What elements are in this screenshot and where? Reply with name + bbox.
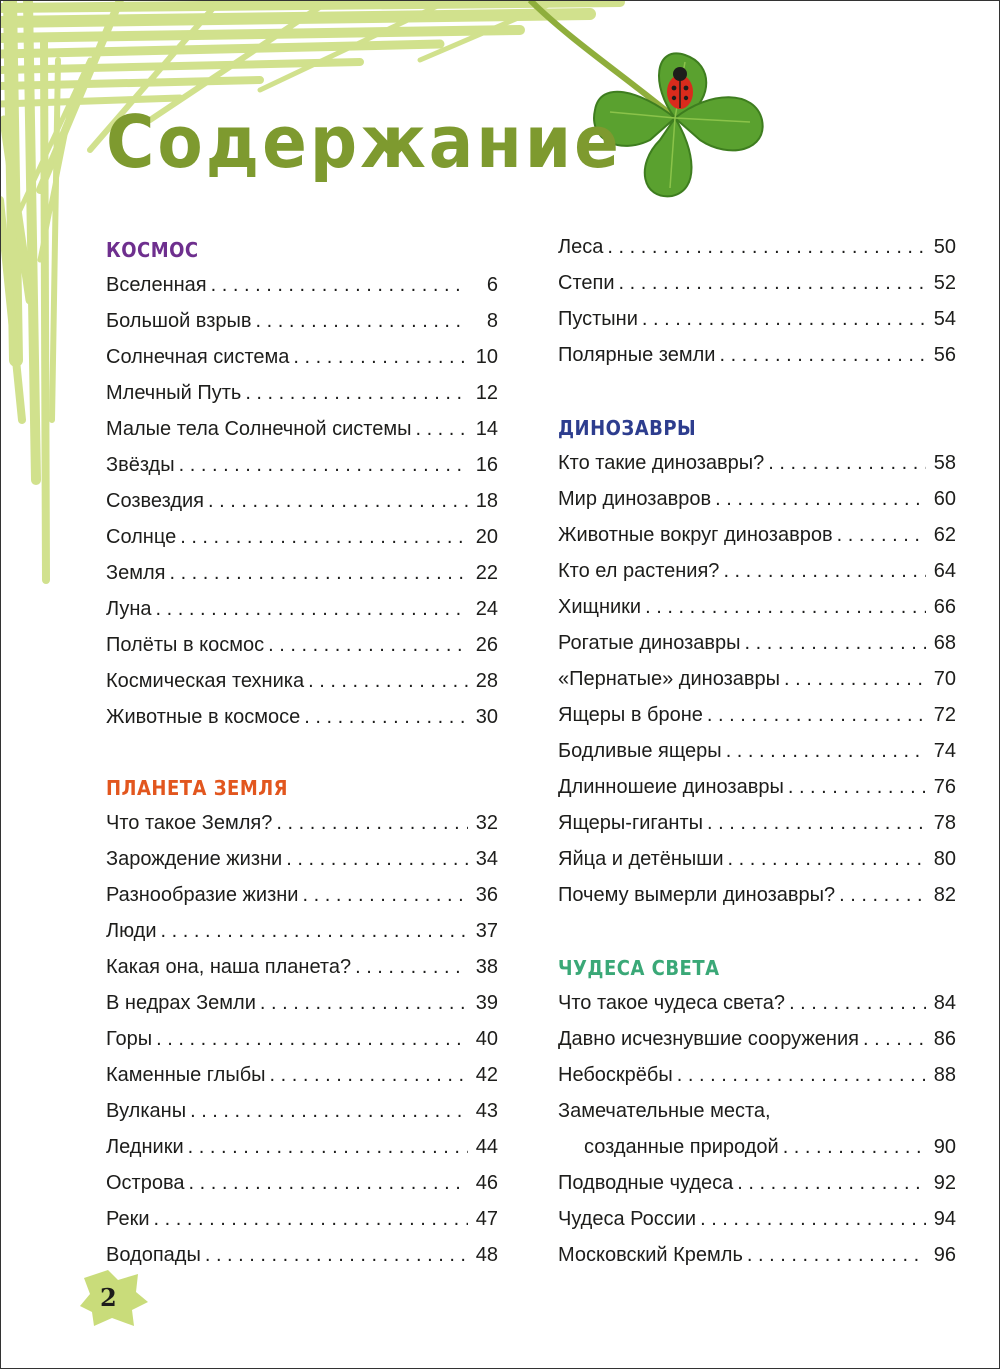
dot-leader (707, 697, 926, 733)
dot-leader (863, 1021, 926, 1057)
entry-title: Полёты в космос (106, 634, 265, 656)
entry-title: Водопады (106, 1244, 201, 1266)
entry-title: Каменные глыбы (106, 1064, 266, 1086)
entry-page: 48 (475, 1244, 498, 1266)
entry-title: Рогатые динозавры (558, 632, 741, 654)
toc-entry[interactable] (558, 553, 956, 589)
toc-entry[interactable] (106, 303, 498, 339)
toc-entry[interactable] (558, 661, 956, 697)
entry-title: Зарождение жизни (106, 848, 283, 870)
dot-leader (723, 553, 926, 589)
dot-leader (837, 517, 926, 553)
dot-leader (745, 625, 926, 661)
toc-entry[interactable] (558, 1237, 956, 1273)
entry-page: 14 (475, 418, 498, 440)
entry-page: 84 (933, 992, 956, 1014)
dot-leader (642, 301, 926, 337)
toc-entry[interactable] (106, 949, 498, 985)
section-heading-zemlya: ПЛАНЕТА ЗЕМЛЯ (106, 776, 289, 800)
entry-title: Чудеса России (558, 1208, 697, 1230)
toc-entry[interactable] (106, 375, 498, 411)
toc-entry[interactable] (106, 1165, 498, 1201)
toc-entry[interactable] (106, 483, 498, 519)
entry-page: 68 (933, 632, 956, 654)
dot-leader (154, 1201, 468, 1237)
toc-entry[interactable] (558, 1057, 956, 1093)
entry-title: Что такое чудеса света? (558, 992, 786, 1014)
entry-page: 24 (475, 598, 498, 620)
entry-title: Почему вымерли динозавры? (558, 884, 836, 906)
entry-title: Давно исчезнувшие сооружения (558, 1028, 859, 1050)
toc-entry[interactable] (558, 301, 956, 337)
toc-entry[interactable] (558, 769, 956, 805)
entry-title: Бодливые ящеры (558, 740, 722, 762)
toc-entry[interactable] (106, 411, 498, 447)
section-heading-kosmos: КОСМОС (106, 238, 199, 262)
entry-title: Большой взрыв (106, 310, 252, 332)
entry-title: Горы (106, 1028, 153, 1050)
toc-entry[interactable] (106, 805, 498, 841)
toc-entry[interactable] (106, 627, 498, 663)
entry-title: Ящеры-гиганты (558, 812, 703, 834)
entry-page: 28 (475, 670, 498, 692)
dot-leader (304, 699, 468, 735)
entry-title: Разнообразие жизни (106, 884, 299, 906)
entry-title: Кто такие динозавры? (558, 452, 765, 474)
dot-leader (211, 267, 468, 303)
dot-leader (726, 733, 926, 769)
entry-title: Луна (106, 598, 152, 620)
entry-page: 12 (475, 382, 498, 404)
dot-leader (302, 877, 468, 913)
entry-title: В недрах Земли (106, 992, 256, 1014)
toc-entry[interactable] (106, 1129, 498, 1165)
toc-entry[interactable] (558, 517, 956, 553)
entry-title: Что такое Земля? (106, 812, 273, 834)
entry-page: 66 (933, 596, 956, 618)
toc-entry[interactable] (558, 1201, 956, 1237)
entry-title: Пустыни (558, 308, 638, 330)
toc-entry[interactable] (106, 519, 498, 555)
dot-leader (788, 769, 926, 805)
entry-page: 39 (475, 992, 498, 1014)
toc-entry[interactable] (558, 481, 956, 517)
dot-leader (839, 877, 926, 913)
dot-leader (276, 805, 468, 841)
dot-leader (260, 985, 468, 1021)
dot-leader (784, 661, 926, 697)
entry-title: Мир динозавров (558, 488, 712, 510)
entry-title: Подводные чудеса (558, 1172, 734, 1194)
entry-title: созданные природой (584, 1136, 779, 1158)
entry-title: Космическая техника (106, 670, 305, 692)
entry-page: 36 (475, 884, 498, 906)
toc-entry[interactable] (106, 663, 498, 699)
dot-leader (768, 445, 926, 481)
dot-leader (707, 805, 926, 841)
toc-entry[interactable] (106, 339, 498, 375)
toc-entry[interactable] (106, 913, 498, 949)
toc-entry[interactable] (106, 1021, 498, 1057)
entry-page: 22 (475, 562, 498, 584)
toc-entry[interactable] (558, 733, 956, 769)
entry-page: 74 (933, 740, 956, 762)
entry-page: 26 (475, 634, 498, 656)
entry-page: 96 (933, 1244, 956, 1266)
entry-page: 86 (933, 1028, 956, 1050)
toc-entry[interactable] (106, 1201, 498, 1237)
dot-leader (189, 1165, 469, 1201)
entry-page: 43 (475, 1100, 498, 1122)
dot-leader (619, 265, 926, 301)
dot-leader (293, 339, 468, 375)
entry-page: 80 (933, 848, 956, 870)
dot-leader (715, 481, 926, 517)
toc-entry[interactable] (584, 1129, 956, 1165)
entry-title: Ящеры в броне (558, 704, 703, 726)
dot-leader (737, 1165, 926, 1201)
entry-title: Степи (558, 272, 615, 294)
entry-page: 52 (933, 272, 956, 294)
toc-entry[interactable] (558, 985, 956, 1021)
toc-entry[interactable] (106, 447, 498, 483)
dot-leader (783, 1129, 926, 1165)
toc-entry[interactable] (558, 1021, 956, 1057)
toc-entry[interactable] (558, 229, 956, 265)
dot-leader (355, 949, 468, 985)
entry-title: Животные вокруг динозавров (558, 524, 833, 546)
entry-page: 56 (933, 344, 956, 366)
toc-entry[interactable] (558, 841, 956, 877)
toc-entry[interactable] (558, 1165, 956, 1201)
toc-entry[interactable] (558, 805, 956, 841)
entry-title: Земля (106, 562, 166, 584)
toc-entry[interactable] (106, 841, 498, 877)
dot-leader (188, 1129, 468, 1165)
entry-title: Острова (106, 1172, 185, 1194)
entry-page: 82 (933, 884, 956, 906)
entry-page: 34 (475, 848, 498, 870)
dot-leader (677, 1057, 926, 1093)
entry-page: 88 (933, 1064, 956, 1086)
toc-entry[interactable] (558, 445, 956, 481)
entry-page: 72 (933, 704, 956, 726)
entry-page: 92 (933, 1172, 956, 1194)
dot-leader (719, 337, 926, 373)
entry-title: Животные в космосе (106, 706, 301, 728)
page-number: 2 (100, 1283, 117, 1312)
entry-page: 37 (475, 920, 498, 942)
dot-leader (789, 985, 926, 1021)
entry-title: Звёзды (106, 454, 175, 476)
entry-page: 54 (933, 308, 956, 330)
entry-page: 62 (933, 524, 956, 546)
entry-page: 8 (486, 310, 498, 332)
dot-leader (607, 229, 926, 265)
dot-leader (286, 841, 468, 877)
entry-page: 30 (475, 706, 498, 728)
dot-leader (747, 1237, 926, 1273)
entry-page: 40 (475, 1028, 498, 1050)
entry-title: Яйца и детёныши (558, 848, 724, 870)
entry-title: Московский Кремль (558, 1244, 743, 1266)
entry-page: 78 (933, 812, 956, 834)
entry-title: «Пернатые» динозавры (558, 668, 781, 690)
dot-leader (268, 627, 468, 663)
entry-page: 18 (475, 490, 498, 512)
entry-title: Кто ел растения? (558, 560, 720, 582)
entry-page: 50 (933, 236, 956, 258)
page-title: Содержание (106, 100, 622, 185)
entry-title: Люди (106, 920, 157, 942)
entry-page: 20 (475, 526, 498, 548)
entry-title: Вулканы (106, 1100, 187, 1122)
dot-leader (700, 1201, 926, 1237)
dot-leader (645, 589, 926, 625)
entry-page: 44 (475, 1136, 498, 1158)
entry-title: Ледники (106, 1136, 184, 1158)
entry-page: 90 (933, 1136, 956, 1158)
toc-entry-line1[interactable] (558, 1093, 771, 1129)
entry-page: 10 (475, 346, 498, 368)
dot-leader (156, 1021, 468, 1057)
entry-title: Вселенная (106, 274, 207, 296)
entry-title: Солнечная система (106, 346, 290, 368)
entry-title: Длинношеие динозавры (558, 776, 784, 798)
entry-title: Созвездия (106, 490, 204, 512)
dot-leader (270, 1057, 468, 1093)
dot-leader (256, 303, 469, 339)
entry-title: Леса (558, 236, 604, 258)
entry-page: 6 (486, 274, 498, 296)
entry-page: 64 (933, 560, 956, 582)
dot-leader (190, 1093, 468, 1129)
entry-page: 47 (475, 1208, 498, 1230)
entry-page: 70 (933, 668, 956, 690)
toc-entry[interactable] (106, 1057, 498, 1093)
toc-entry[interactable] (106, 877, 498, 913)
section-heading-wonders: ЧУДЕСА СВЕТА (558, 956, 720, 980)
entry-title: Полярные земли (558, 344, 716, 366)
entry-page: 76 (933, 776, 956, 798)
toc-entry[interactable] (558, 697, 956, 733)
dot-leader (308, 663, 468, 699)
entry-page: 16 (475, 454, 498, 476)
dot-leader (728, 841, 926, 877)
entry-title: Хищники (558, 596, 642, 618)
toc-entry[interactable] (558, 589, 956, 625)
entry-page: 94 (933, 1208, 956, 1230)
dot-leader (156, 591, 468, 627)
toc-entry[interactable] (558, 877, 956, 913)
entry-title: Малые тела Солнечной системы (106, 418, 412, 440)
entry-title: Замечательные места, (558, 1100, 771, 1122)
dot-leader (415, 411, 468, 447)
toc-entry[interactable] (106, 591, 498, 627)
toc-entry[interactable] (106, 699, 498, 735)
entry-page: 46 (475, 1172, 498, 1194)
toc-entry[interactable] (558, 337, 956, 373)
dot-leader (180, 519, 468, 555)
dot-leader (205, 1237, 468, 1273)
entry-title: Какая она, наша планета? (106, 956, 352, 978)
toc-entry[interactable] (558, 625, 956, 661)
toc-entry[interactable] (106, 985, 498, 1021)
entry-page: 58 (933, 452, 956, 474)
dot-leader (208, 483, 468, 519)
entry-page: 32 (475, 812, 498, 834)
section-heading-dino: ДИНОЗАВРЫ (558, 416, 697, 440)
toc-entry[interactable] (106, 1093, 498, 1129)
dot-leader (179, 447, 468, 483)
toc-entry[interactable] (558, 265, 956, 301)
entry-title: Солнце (106, 526, 177, 548)
entry-page: 38 (475, 956, 498, 978)
toc-entry[interactable] (106, 1237, 498, 1273)
toc-entry[interactable] (106, 555, 498, 591)
entry-page: 42 (475, 1064, 498, 1086)
entry-page: 60 (933, 488, 956, 510)
entry-title: Млечный Путь (106, 382, 242, 404)
toc-entry[interactable] (106, 267, 498, 303)
entry-title: Небоскрёбы (558, 1064, 673, 1086)
entry-title: Реки (106, 1208, 150, 1230)
dot-leader (169, 555, 468, 591)
dot-leader (161, 913, 468, 949)
dot-leader (245, 375, 468, 411)
